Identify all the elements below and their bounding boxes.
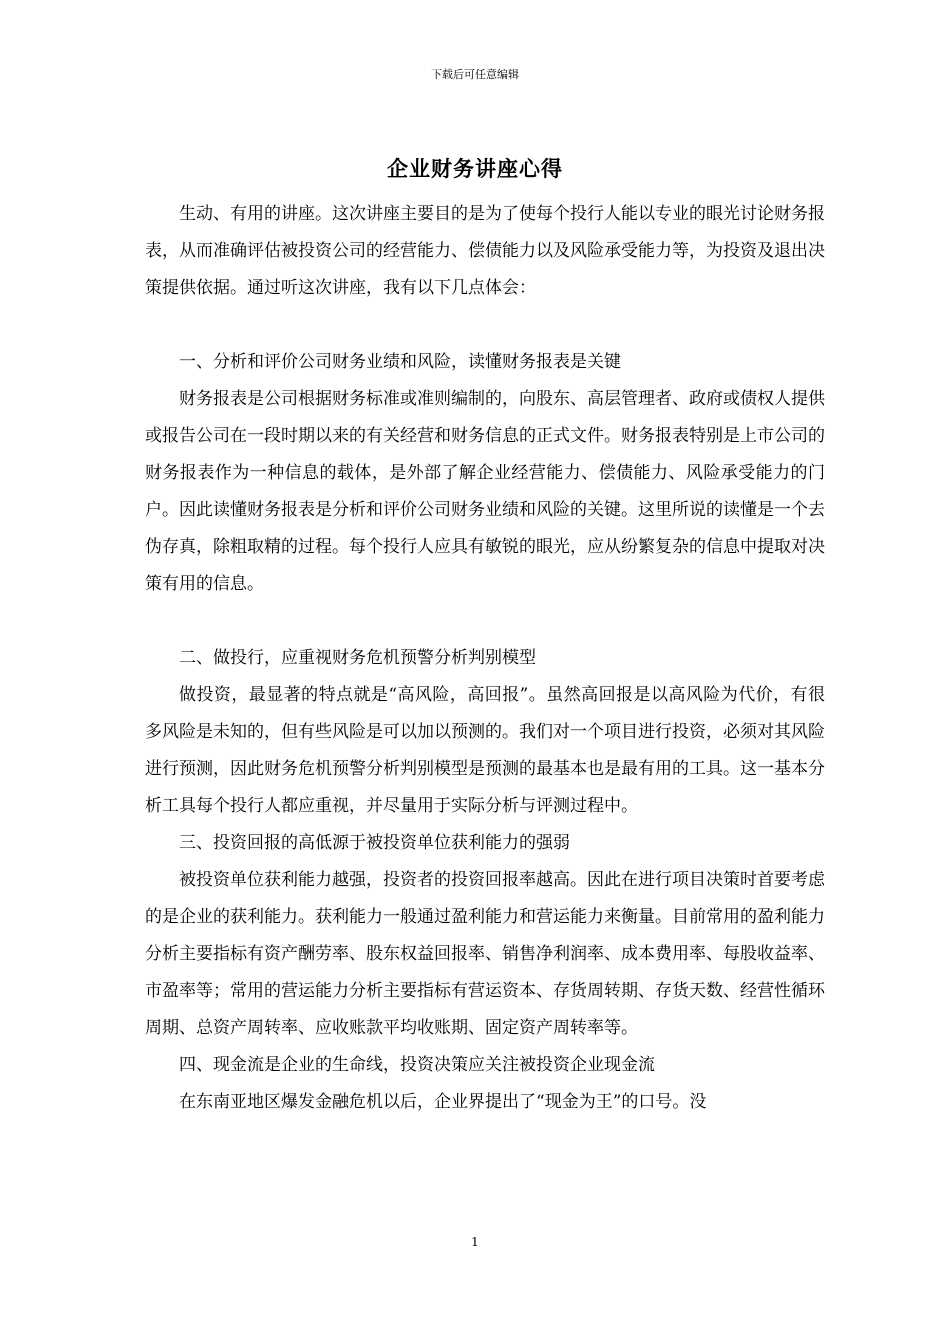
section-paragraph-4: 在东南亚地区爆发金融危机以后，企业界提出了“现金为王”的口号。没	[179, 1092, 707, 1112]
header-note: 下载后可任意编辑	[431, 68, 519, 81]
section-heading-1: 一、分析和评价公司财务业绩和风险，读懂财务报表是关键	[179, 352, 621, 372]
section-heading-4: 四、现金流是企业的生命线，投资决策应关注被投资企业现金流	[179, 1055, 655, 1075]
section-paragraph-2: 做投资，最显著的特点就是“高风险，高回报”。虽然高回报是以高风险为代价，有很多风险是未知的，但有些风险是可以加以预测的。我们对一个项目进行投资，必须对其风险进行预测，因此财务危机预警分析判别模型是预测的最基本也是最有用的工具。这一基本分析工具每个投行人都应重视，并尽量用于实际分析与评测过程中。	[145, 685, 825, 816]
section-heading-2: 二、做投行，应重视财务危机预警分析判别模型	[179, 648, 536, 668]
document-title: 企业财务讲座心得	[387, 156, 563, 181]
section-paragraph-3: 被投资单位获利能力越强，投资者的投资回报率越高。因此在进行项目决策时首要考虑的是企业的获利能力。获利能力一般通过盈利能力和营运能力来衡量。目前常用的盈利能力分析主要指标有资产酬劳率、股东权益回报率、销售净利润率、成本费用率、每股收益率、市盈率等；常用的营运能力分析主要指标有营运资本、存货周转期、存货天数、经营性循环周期、总资产周转率、应收账款平均收账期、固定资产周转率等。	[145, 870, 825, 1038]
document-body	[145, 196, 825, 1121]
section-heading-3: 三、投资回报的高低源于被投资单位获利能力的强弱	[179, 833, 570, 853]
page-number: 1	[471, 1235, 479, 1249]
intro-paragraph: 生动、有用的讲座。这次讲座主要目的是为了使每个投行人能以专业的眼光讨论财务报表，从而准确评估被投资公司的经营能力、偿债能力以及风险承受能力等，为投资及退出决策提供依据。通过听这次讲座，我有以下几点体会：	[145, 204, 825, 298]
section-paragraph-1: 财务报表是公司根据财务标准或准则编制的，向股东、高层管理者、政府或债权人提供或报告公司在一段时期以来的有关经营和财务信息的正式文件。财务报表特别是上市公司的财务报表作为一种信息的载体，是外部了解企业经营能力、偿债能力、风险承受能力的门户。因此读懂财务报表是分析和评价公司财务业绩和风险的关键。这里所说的读懂是一个去伪存真，除粗取精的过程。每个投行人应具有敏锐的眼光，应从纷繁复杂的信息中提取对决策有用的信息。	[145, 389, 825, 594]
